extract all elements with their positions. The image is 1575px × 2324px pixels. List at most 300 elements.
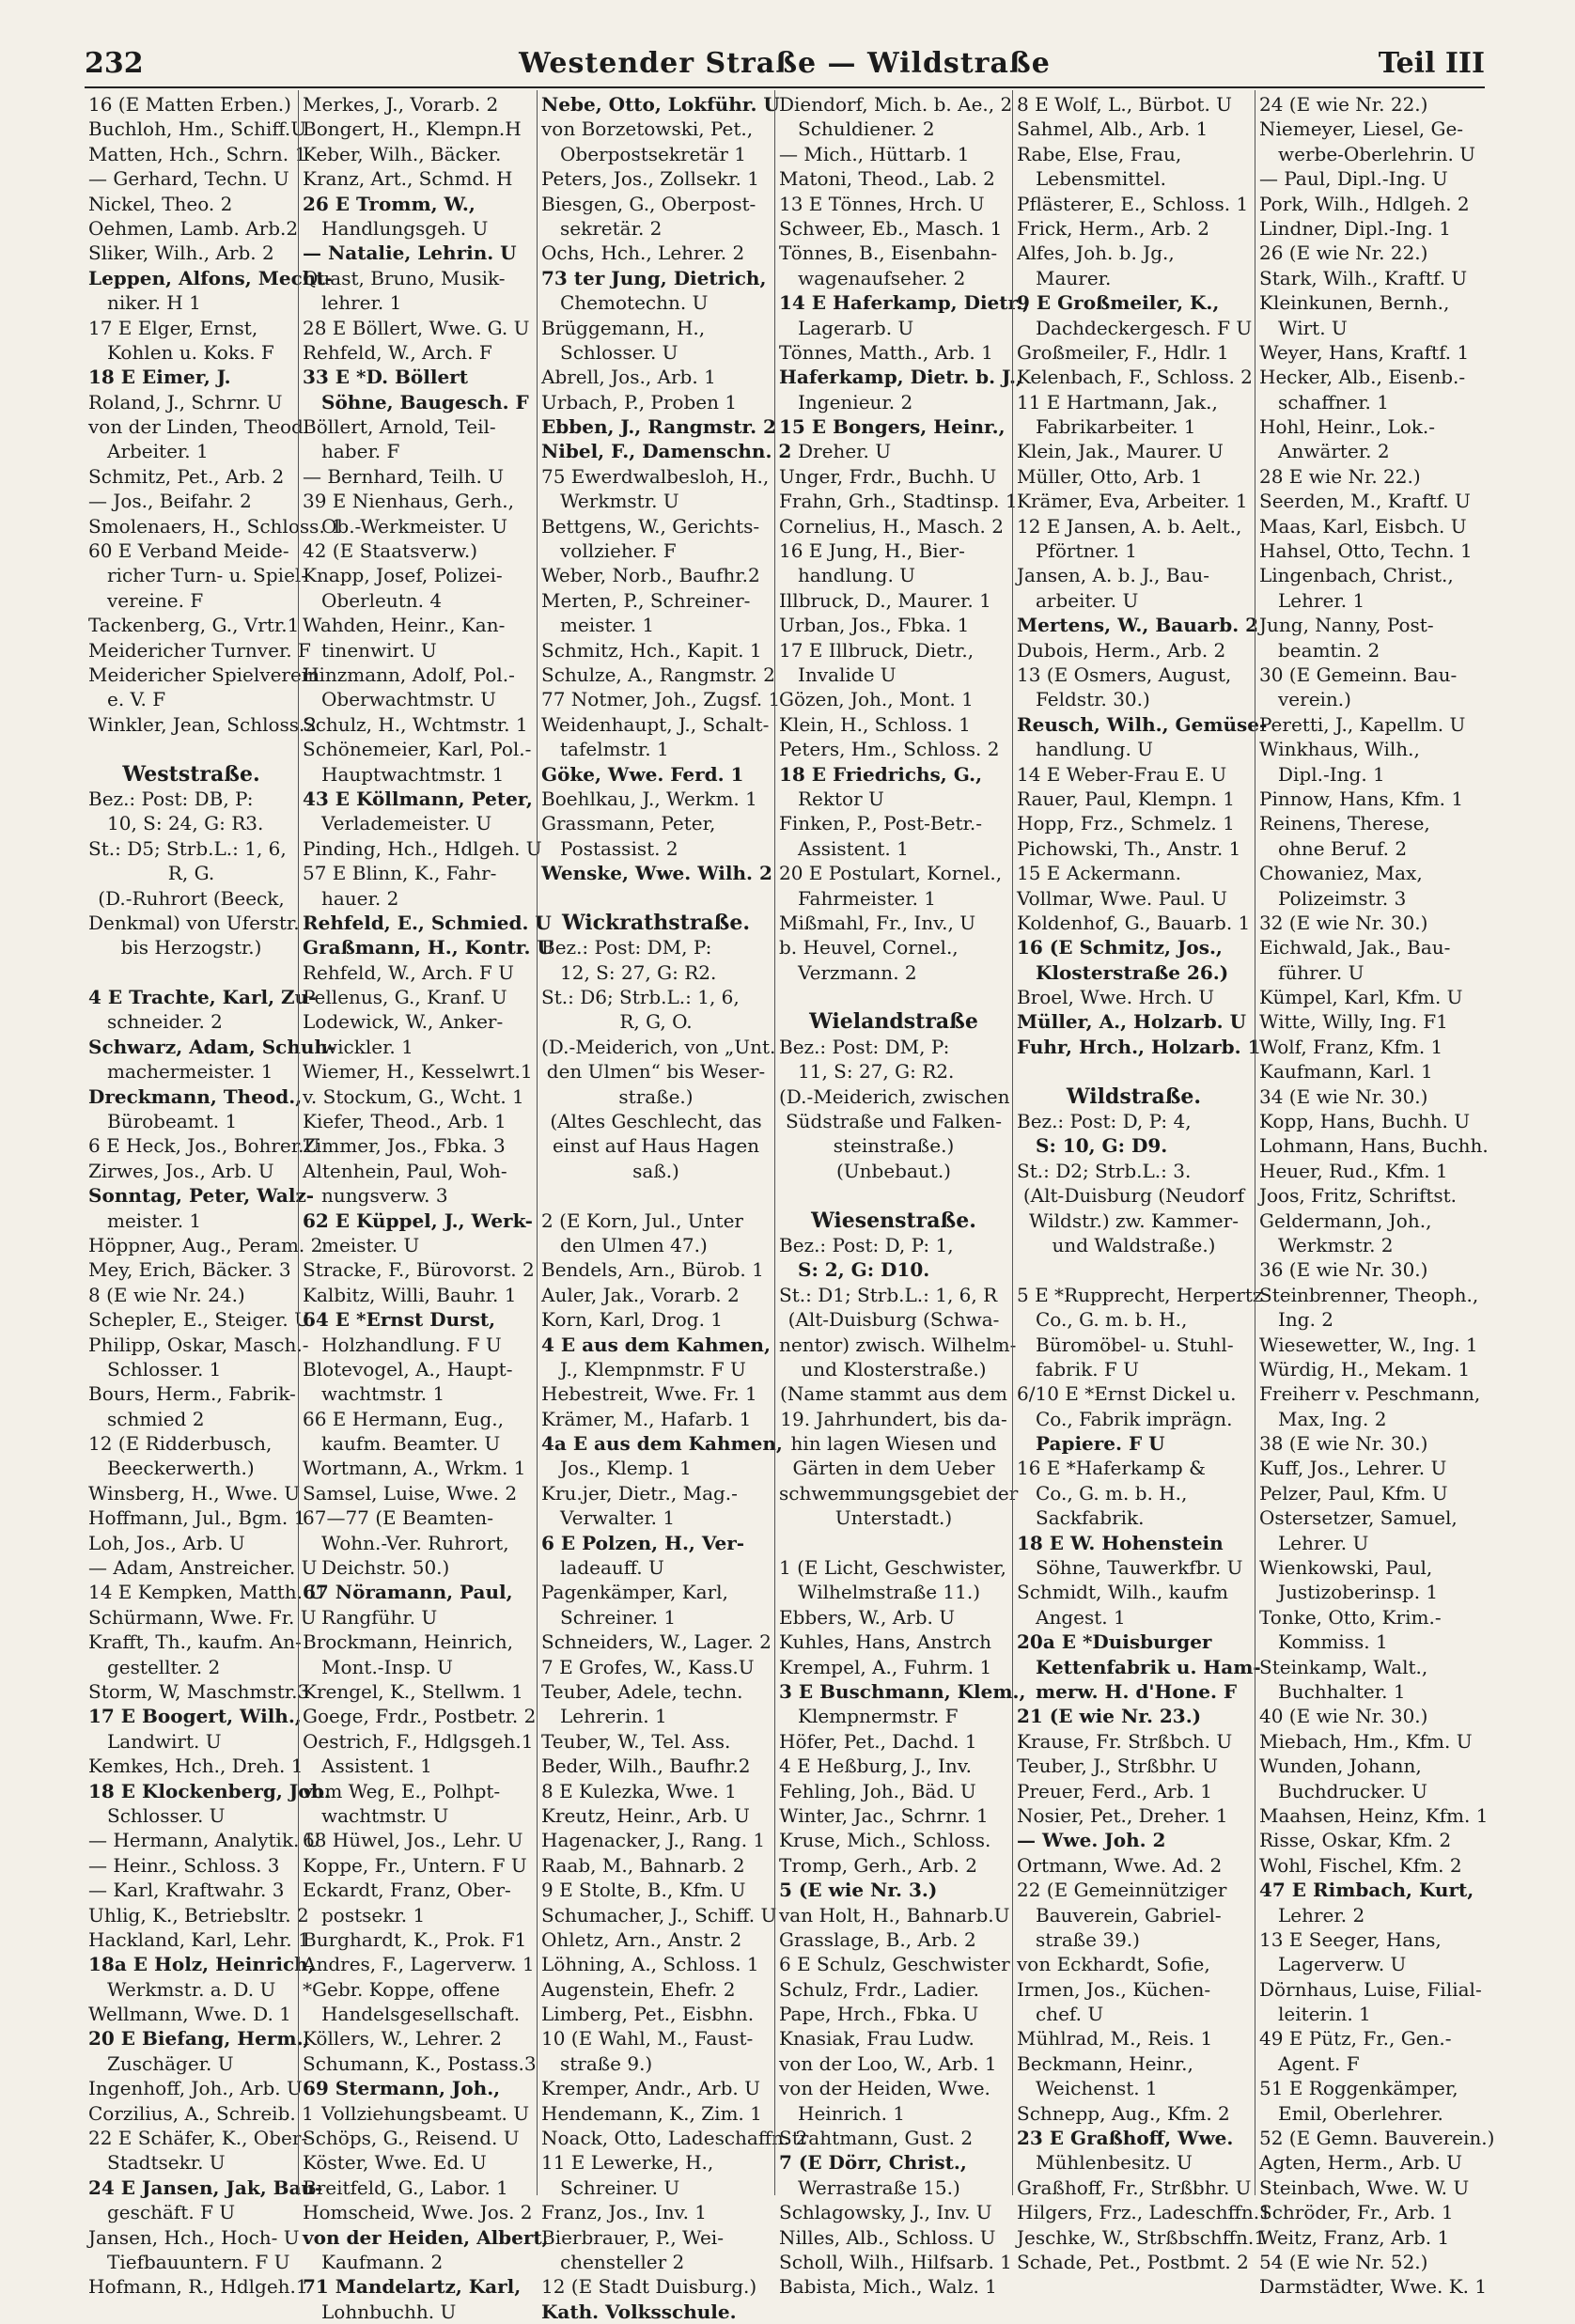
directory-entry: schmied 2 [107, 1407, 205, 1430]
directory-entry: Hebestreit, Wwe. Fr. 1 [541, 1382, 757, 1406]
directory-entry: Stark, Wilh., Kraftf. U [1259, 266, 1468, 289]
directory-entry: Risse, Oskar, Kfm. 2 [1259, 1829, 1452, 1852]
directory-entry: 4a E aus dem Kahmen, [541, 1432, 783, 1456]
directory-entry: von der Heiden, Wwe. [779, 2077, 990, 2100]
directory-entry: Mey, Erich, Bäcker. 3 [88, 1258, 291, 1282]
directory-entry: handlung. U [1036, 738, 1154, 761]
directory-entry: Pork, Wilh., Hdlgeh. 2 [1259, 192, 1470, 215]
directory-entry: Unger, Frdr., Buchh. U [779, 464, 997, 488]
directory-entry: verein.) [1278, 688, 1351, 711]
directory-entry: Schlosser. 1 [107, 1357, 222, 1380]
directory-entry: Fabrikarbeiter. 1 [1036, 415, 1196, 439]
directory-entry: Schlosser. U [107, 1803, 226, 1827]
directory-entry: Merten, P., Schreiner- [541, 588, 751, 612]
directory-entry: Bierbrauer, P., Wei- [541, 2225, 724, 2249]
directory-entry: Steinkamp, Walt., [1259, 1655, 1428, 1678]
directory-entry: Lehrer. 1 [1278, 588, 1365, 612]
column-5 [1012, 90, 1271, 2273]
directory-entry: 39 E Nienhaus, Gerh., [303, 490, 515, 513]
directory-entry: Nibel, F., Damenschn. 2 [541, 440, 792, 463]
directory-entry: Wolf, Franz, Kfm. 1 [1259, 1035, 1443, 1058]
directory-entry: 42 (E Staatsverw.) [303, 539, 478, 563]
directory-entry: Alfes, Joh. b. Jg., [1017, 242, 1175, 265]
directory-entry: Burghardt, K., Prok. F1 [303, 1927, 527, 1951]
directory-entry: 40 (E wie Nr. 30.) [1259, 1705, 1428, 1728]
directory-entry: Ebben, J., Rangmstr. 2 [541, 415, 776, 439]
directory-entry: Kalbitz, Willi, Bauhr. 1 [303, 1283, 517, 1306]
directory-entry: Würdig, H., Mekam. 1 [1259, 1357, 1471, 1380]
directory-entry: Schlagowsky, J., Inv. U [779, 2201, 992, 2224]
directory-entry: 9 E Stolte, B., Kfm. U [541, 1879, 746, 1902]
directory-entry: S: 2, G: D10. [798, 1258, 930, 1282]
directory-entry: Lohmann, Hans, Buchh. [1259, 1134, 1489, 1158]
directory-entry: Dipl.-Ing. 1 [1278, 762, 1385, 786]
directory-entry: 6 E Polzen, H., Ver- [541, 1531, 745, 1554]
directory-entry: 6/10 E *Ernst Dickel u. [1017, 1382, 1237, 1406]
directory-entry: Kaufmann, Karl. 1 [1259, 1060, 1433, 1084]
directory-entry: Fahrmeister. 1 [798, 886, 937, 910]
directory-entry: Kettenfabrik u. Ham- [1036, 1655, 1261, 1678]
directory-entry: Kelenbach, F., Schloss. 2 [1017, 366, 1253, 389]
directory-entry: Lagerverw. U [1278, 1953, 1407, 1976]
directory-entry: Rektor U [798, 787, 884, 810]
directory-entry: Vollmar, Wwe. Paul. U [1017, 886, 1227, 910]
directory-entry: Dubois, Herm., Arb. 2 [1017, 638, 1226, 662]
directory-entry: Werkmstr. 2 [1278, 1233, 1394, 1256]
directory-entry: Kümpel, Karl, Kfm. U [1259, 986, 1463, 1009]
spacer [88, 737, 294, 761]
directory-entry: Oestrich, F., Hdlgsgeh.1 [303, 1729, 534, 1753]
directory-entry: straße.) [618, 1084, 694, 1108]
directory-entry: Schumann, K., Postass.3 [303, 2051, 537, 2075]
directory-entry: Müller, Otto, Arb. 1 [1017, 464, 1203, 488]
directory-entry: Verlademeister. U [321, 812, 492, 835]
directory-entry: Werkmstr. U [560, 490, 679, 513]
directory-entry: Mertens, W., Bauarb. 2 [1017, 614, 1259, 637]
directory-entry: Hackland, Karl, Lehr. 1 [88, 1927, 310, 1951]
directory-entry: Schmitz, Pet., Arb. 2 [88, 464, 285, 488]
directory-entry: Verwalter. 1 [560, 1506, 676, 1530]
directory-entry: Chowaniez, Max, [1259, 862, 1423, 885]
directory-entry: von der Heiden, Albert, [303, 2225, 549, 2249]
directory-entry: Ingenieur. 2 [798, 390, 913, 413]
directory-entry: Emil, Oberlehrer. [1278, 2101, 1443, 2125]
spacer [779, 1183, 1008, 1208]
directory-entry: 16 (E Matten Erben.) [88, 93, 291, 116]
directory-entry: 18a E Holz, Heinrich, [88, 1953, 315, 1976]
directory-entry: Eichwald, Jak., Bau- [1259, 936, 1451, 959]
directory-entry: Oehmen, Lamb. Arb.2 [88, 216, 299, 240]
directory-entry: führer. U [1278, 960, 1364, 984]
directory-entry: 16 E Jung, H., Bier- [779, 539, 965, 563]
directory-entry: Großmeiler, F., Hdlr. 1 [1017, 340, 1229, 364]
directory-entry: Schumacher, J., Schiff. U [541, 1903, 777, 1926]
directory-entry: Nickel, Theo. 2 [88, 192, 233, 215]
directory-entry: Hecker, Alb., Eisenb.- [1259, 366, 1466, 389]
street-heading: Weststraße. [122, 761, 260, 787]
directory-entry: (Name stammt aus dem [780, 1382, 1007, 1406]
directory-entry: steinstraße.) [833, 1134, 955, 1158]
directory-entry: Lagerarb. U [798, 316, 914, 339]
directory-entry: Ingenhoff, Joh., Arb. U [88, 2077, 303, 2100]
directory-entry: — Natalie, Lehrin. U [303, 242, 517, 265]
directory-entry: Pflästerer, E., Schloss. 1 [1017, 192, 1249, 215]
directory-entry: Frick, Herm., Arb. 2 [1017, 216, 1209, 240]
directory-entry: Meidericher Spielverein [88, 663, 320, 686]
directory-entry: Blotevogel, A., Haupt- [303, 1357, 513, 1380]
directory-entry: Krempel, A., Fuhrm. 1 [779, 1655, 992, 1678]
directory-entry: Agent. F [1278, 2051, 1360, 2075]
directory-entry: 16 (E Schmitz, Jos., [1017, 936, 1223, 959]
directory-entry: Böllert, Arnold, Teil- [303, 415, 496, 439]
directory-entry: Matoni, Theod., Lab. 2 [779, 167, 995, 191]
directory-entry: Peters, Jos., Zollsekr. 1 [541, 167, 759, 191]
directory-entry: Pichowski, Th., Anstr. 1 [1017, 836, 1241, 860]
directory-entry: Darmstädter, Wwe. K. 1 [1259, 2275, 1488, 2299]
directory-entry: Urbach, P., Proben 1 [541, 390, 738, 413]
directory-entry: Andres, F., Lagerverw. 1 [303, 1953, 535, 1976]
directory-entry: Lebensmittel. [1036, 167, 1166, 191]
directory-entry: chef. U [1036, 2003, 1104, 2026]
directory-entry: Seerden, M., Kraftf. U [1259, 490, 1471, 513]
directory-entry: Schneiders, W., Lager. 2 [541, 1630, 772, 1654]
directory-entry: Koldenhof, G., Bauarb. 1 [1017, 911, 1251, 934]
directory-entry: Mühlrad, M., Reis. 1 [1017, 2027, 1213, 2051]
directory-entry: 12 (E Stadt Duisburg.) [541, 2275, 757, 2299]
directory-entry: Handlungsgeh. U [321, 216, 489, 240]
directory-entry: 14 E Kempken, Matth. U [88, 1581, 325, 1604]
directory-entry: Tonke, Otto, Krim.- [1259, 1605, 1442, 1629]
directory-entry: Invalide U [798, 663, 897, 686]
directory-entry: von Eckhardt, Sofie, [1017, 1953, 1210, 1976]
directory-entry: vereine. F [107, 588, 204, 612]
directory-entry: Tromp, Gerh., Arb. 2 [779, 1853, 977, 1877]
directory-entry: Bauverein, Gabriel- [1036, 1903, 1222, 1926]
directory-entry: Philipp, Oskar, Masch.- [88, 1333, 309, 1356]
directory-entry: Bez.: Post: D, P: 1, [779, 1233, 954, 1256]
directory-entry: Weyer, Hans, Kraftf. 1 [1259, 340, 1470, 364]
directory-entry: 60 E Verband Meide- [88, 539, 289, 563]
directory-entry: Ortmann, Wwe. Ad. 2 [1017, 1853, 1223, 1877]
directory-entry: Klein, Jak., Maurer. U [1017, 440, 1224, 463]
directory-entry: Dreher. U [798, 440, 892, 463]
directory-entry: Agten, Herm., Arb. U [1259, 2151, 1462, 2175]
directory-entry: Urban, Jos., Fbka. 1 [779, 614, 970, 637]
directory-entry: von der Linden, Theod. [88, 415, 310, 439]
directory-entry: 20 E Biefang, Herm., [88, 2027, 310, 2051]
directory-entry: Brockmann, Heinrich, [303, 1630, 513, 1654]
spacer [1017, 1059, 1251, 1084]
directory-entry: Fuhr, Hrch., Holzarb. 1 [1017, 1035, 1261, 1058]
directory-entry: Holzhandlung. F U [321, 1333, 502, 1356]
directory-entry: — Bernhard, Teilh. U [303, 464, 505, 488]
directory-entry: Diendorf, Mich. b. Ae., 2 [779, 93, 1013, 116]
directory-entry: Winkhaus, Wilh., [1259, 738, 1420, 761]
directory-entry: 69 Stermann, Joh., [303, 2077, 501, 2100]
directory-entry: Winsberg, H., Wwe. U [88, 1481, 301, 1505]
directory-entry: Feldstr. 30.) [1036, 688, 1150, 711]
directory-entry: den Ulmen“ bis Weser- [546, 1060, 766, 1084]
directory-entry: Dreckmann, Theod., [88, 1084, 303, 1108]
directory-entry: Klosterstraße 26.) [1036, 960, 1229, 984]
column-1 [85, 90, 343, 2299]
directory-entry: Schürmann, Wwe. Fr. U [88, 1605, 317, 1629]
directory-entry: Rangführ. U [321, 1605, 438, 1629]
directory-entry: Uhlig, K., Betriebsltr. 2 [88, 1903, 309, 1926]
directory-entry: Kohlen u. Koks. F [107, 340, 274, 364]
directory-entry: Zimmer, Jos., Fbka. 3 [303, 1134, 506, 1158]
directory-entry: 8 E Wolf, L., Bürbot. U [1017, 93, 1233, 116]
directory-entry: Raab, M., Bahnarb. 2 [541, 1853, 745, 1877]
directory-entry: Zuschäger. U [107, 2051, 234, 2075]
directory-entry: 24 E Jansen, Jak, Bau- [88, 2176, 323, 2199]
directory-entry: — Heinr., Schloss. 3 [88, 1853, 280, 1877]
directory-entry: Buchdrucker. U [1278, 1779, 1427, 1802]
directory-entry: Anwärter. 2 [1278, 440, 1390, 463]
directory-entry: 57 E Blinn, K., Fahr- [303, 862, 497, 885]
directory-entry: Pagenkämper, Karl, [541, 1581, 728, 1604]
directory-entry: Wahden, Heinr., Kan- [303, 614, 506, 637]
directory-entry: Göke, Wwe. Ferd. 1 [541, 762, 744, 786]
directory-entry: St.: D6; Strb.L.: 1, 6, [541, 986, 740, 1009]
column-6 [1255, 90, 1495, 2299]
directory-entry: Buchhalter. 1 [1278, 1680, 1406, 1703]
directory-entry: 66 E Hermann, Eug., [303, 1407, 504, 1430]
directory-entry: meister. 1 [560, 614, 655, 637]
directory-entry: Hinzmann, Adolf, Pol.- [303, 663, 515, 686]
directory-entry: Limberg, Pet., Eisbhn. [541, 2003, 755, 2026]
directory-entry: wachtmstr. 1 [321, 1382, 445, 1406]
directory-entry: Lehrerin. 1 [560, 1705, 667, 1728]
directory-entry: Kruse, Mich., Schloss. [779, 1829, 991, 1852]
directory-entry: Roland, J., Schrnr. U [88, 390, 283, 413]
page-title: Westender Straße — Wildstraße [519, 47, 1051, 80]
directory-entry: Köster, Wwe. Ed. U [303, 2151, 487, 2175]
directory-entry: Kru.jer, Dietr., Mag.- [541, 1481, 738, 1505]
directory-entry: 33 E *D. Böllert [303, 366, 468, 389]
directory-entry: saß.) [632, 1159, 679, 1182]
directory-entry: Eckardt, Franz, Ober- [303, 1879, 511, 1902]
directory-entry: Jos., Klemp. 1 [560, 1457, 692, 1480]
directory-entry: Graßhoff, Fr., Strßbhr. U [1017, 2176, 1252, 2199]
directory-entry: Deichstr. 50.) [321, 1556, 450, 1580]
directory-entry: Hilgers, Frz., Ladeschffn.1 [1017, 2201, 1271, 2224]
directory-entry: Bez.: Post: D, P: 4, [1017, 1110, 1192, 1133]
directory-entry: Assistent. 1 [321, 1755, 432, 1778]
directory-entry: Schreiner. U [560, 2176, 680, 2199]
directory-entry: 24 (E wie Nr. 22.) [1259, 93, 1428, 116]
directory-entry: Handelsgesellschaft. [321, 2003, 521, 2026]
directory-entry: (D.-Ruhrort (Beeck, [98, 886, 285, 910]
directory-entry: Werkmstr. a. D. U [107, 1977, 276, 2001]
directory-entry: Pinnow, Hans, Kfm. 1 [1259, 787, 1464, 810]
directory-entry: b. Heuvel, Cornel., [779, 936, 959, 959]
directory-entry: 20a E *Duisburger [1017, 1630, 1212, 1654]
directory-entry: Irmen, Jos., Küchen- [1017, 1977, 1211, 2001]
directory-entry: R, G, O. [619, 1010, 693, 1034]
directory-entry: 71 Mandelartz, Karl, [303, 2275, 522, 2299]
directory-entry: Ob.-Werkmeister. U [321, 514, 507, 538]
directory-entry: Wellmann, Wwe. D. 1 [88, 2003, 291, 2026]
directory-entry: Schmitz, Hch., Kapit. 1 [541, 638, 762, 662]
directory-entry: Bettgens, W., Gerichts- [541, 514, 760, 538]
directory-entry: Kranz, Art., Schmd. H [303, 167, 513, 191]
directory-entry: Klein, H., Schloss. 1 [779, 712, 971, 736]
directory-entry: Krause, Fr. Strßbch. U [1017, 1729, 1233, 1753]
directory-entry: Geldermann, Joh., [1259, 1209, 1432, 1232]
directory-entry: Heuer, Rud., Kfm. 1 [1259, 1159, 1448, 1182]
directory-entry: St.: D5; Strb.L.: 1, 6, [88, 836, 287, 860]
directory-entry: Justizoberinsp. 1 [1278, 1581, 1439, 1604]
directory-entry: Niemeyer, Liesel, Ge- [1259, 117, 1464, 141]
directory-entry: 13 (E Osmers, August, [1017, 663, 1232, 686]
directory-entry: Keber, Wilh., Bäcker. [303, 142, 502, 165]
directory-entry: Nosier, Pet., Dreher. 1 [1017, 1803, 1228, 1827]
directory-entry: Breitfeld, G., Labor. 1 [303, 2176, 508, 2199]
directory-entry: 20 E Postulart, Kornel., [779, 862, 1003, 885]
directory-entry: Beckmann, Heinr., [1017, 2051, 1193, 2075]
directory-entry: 18 E Eimer, J. [88, 366, 231, 389]
directory-entry: 6 E Heck, Jos., Bohrer.U [88, 1134, 320, 1158]
directory-entry: 5 E *Rupprecht, Herpertz [1017, 1283, 1263, 1306]
directory-entry: wachtmstr. U [321, 1803, 449, 1827]
directory-entry: Storm, W, Maschmstr.3 [88, 1680, 310, 1703]
directory-entry: 11 E Hartmann, Jak., [1017, 390, 1218, 413]
directory-entry: meister. 1 [107, 1209, 202, 1232]
directory-entry: 17 E Elger, Ernst, [88, 316, 258, 339]
directory-entry: e. V. F [107, 688, 166, 711]
directory-entry: Merkes, J., Vorarb. 2 [303, 93, 499, 116]
directory-entry: Max, Ing. 2 [1278, 1407, 1387, 1430]
directory-entry: 52 (E Gemn. Bauverein.) [1259, 2127, 1495, 2150]
directory-entry: Kuff, Jos., Lehrer. U [1259, 1457, 1447, 1480]
directory-entry: 4 E Trachte, Karl, Zu- [88, 986, 317, 1009]
directory-entry: Leppen, Alfons, Mecht- [88, 266, 333, 289]
directory-entry: bis Herzogstr.) [120, 936, 262, 959]
directory-entry: 54 (E wie Nr. 52.) [1259, 2250, 1428, 2273]
directory-entry: 11, S: 27, G: R2. [798, 1060, 955, 1084]
directory-entry: Matten, Hch., Schrn. 1 [88, 142, 307, 165]
directory-entry: Wortmann, A., Wrkm. 1 [303, 1457, 526, 1480]
directory-entry: Jansen, Hch., Hoch- U [88, 2225, 300, 2249]
directory-entry: arbeiter. U [1036, 588, 1139, 612]
directory-entry: Gärten in dem Ueber [792, 1457, 995, 1480]
directory-entry: Schepler, E., Steiger. U [88, 1308, 310, 1332]
directory-entry: Mißmahl, Fr., Inv., U [779, 911, 976, 934]
directory-entry: Dachdeckergesch. F U [1036, 316, 1253, 339]
directory-entry: 12, S: 27, G: R2. [560, 960, 717, 984]
directory-entry: Höfer, Pet., Dachd. 1 [779, 1729, 977, 1753]
directory-entry: — Hermann, Analytik. U [88, 1829, 321, 1852]
directory-entry: Lingenbach, Christ., [1259, 564, 1454, 587]
directory-entry: Wilhelmstraße 11.) [798, 1581, 981, 1604]
directory-entry: 18 E Klockenberg, Joh. [88, 1779, 332, 1802]
directory-entry: hin lagen Wiesen und [790, 1432, 997, 1456]
directory-entry: Schweer, Eb., Masch. 1 [779, 216, 1003, 240]
directory-entry: sekretär. 2 [560, 216, 663, 240]
directory-entry: Lehrer. 2 [1278, 1903, 1365, 1926]
directory-entry: Teuber, J., Strßbhr. U [1017, 1755, 1219, 1778]
directory-entry: Wohl, Fischel, Kfm. 2 [1259, 1853, 1462, 1877]
directory-entry: Grassmann, Peter, [541, 812, 716, 835]
directory-entry: Peretti, J., Kapellm. U [1259, 712, 1466, 736]
directory-entry: Cornelius, H., Masch. 2 [779, 514, 1004, 538]
directory-entry: 18 E W. Hohenstein [1017, 1531, 1224, 1554]
directory-entry: 12 E Jansen, A. b. Aelt., [1017, 514, 1242, 538]
directory-entry: Beeckerwerth.) [107, 1457, 255, 1480]
directory-entry: Ohletz, Arn., Anstr. 2 [541, 1927, 742, 1951]
directory-entry: Graßmann, H., Kontr. U [303, 936, 554, 959]
directory-entry: 16 E *Haferkamp & [1017, 1457, 1206, 1480]
directory-entry: Wildstr.) zw. Kammer- [1029, 1209, 1239, 1232]
directory-entry: Wienkowski, Paul, [1259, 1556, 1433, 1580]
street-heading: Wildstraße. [1066, 1084, 1202, 1109]
directory-entry: Sonntag, Peter, Walz- [88, 1184, 315, 1208]
directory-entry: Arbeiter. 1 [107, 440, 209, 463]
directory-entry: 38 (E wie Nr. 30.) [1259, 1432, 1428, 1456]
directory-entry: Joos, Fritz, Schriftst. [1259, 1184, 1458, 1208]
directory-entry: Illbruck, D., Maurer. 1 [779, 588, 991, 612]
directory-entry: 10, S: 24, G: R3. [107, 812, 264, 835]
directory-entry: Steinbach, Wwe. W. U [1259, 2176, 1470, 2199]
directory-entry: Rauer, Paul, Klempn. 1 [1017, 787, 1235, 810]
directory-entry: — Adam, Anstreicher. U [88, 1556, 318, 1580]
directory-entry: Assistent. 1 [798, 836, 909, 860]
directory-entry: Tiefbauuntern. F U [107, 2250, 290, 2273]
directory-entry: 1 (E Licht, Geschwister, [779, 1556, 1006, 1580]
directory-entry: Reinens, Therese, [1259, 812, 1430, 835]
directory-entry: 2 (E Korn, Jul., Unter [541, 1209, 743, 1232]
directory-entry: Oberwachtmstr. U [321, 688, 496, 711]
directory-entry: (Unbebaut.) [836, 1159, 951, 1182]
directory-entry: merw. H. d'Hone. F [1036, 1680, 1238, 1703]
directory-entry: Söhne, Tauwerkfbr. U [1036, 1556, 1243, 1580]
directory-entry: Löhning, A., Schloss. 1 [541, 1953, 759, 1976]
directory-entry: fabrik. F U [1036, 1357, 1140, 1380]
directory-entry: 13 E Seeger, Hans, [1259, 1927, 1442, 1951]
directory-entry: 17 E Boogert, Wilh., [88, 1705, 302, 1728]
directory-entry: schneider. 2 [107, 1010, 223, 1034]
directory-entry: 19. Jahrhundert, bis da- [780, 1407, 1007, 1430]
directory-entry: Goege, Frdr., Postbetr. 2 [303, 1705, 537, 1728]
directory-entry: Weichenst. 1 [1036, 2077, 1158, 2100]
directory-entry: Schulz, H., Wchtmstr. 1 [303, 712, 528, 736]
directory-entry: Pellenus, G., Kranf. U [303, 986, 507, 1009]
directory-entry: v. Stockum, G., Wcht. 1 [303, 1084, 524, 1108]
directory-entry: Buchloh, Hm., Schiff.U [88, 117, 307, 141]
directory-entry: gestellter. 2 [107, 1655, 221, 1678]
directory-entry: 11 E Lewerke, H., [541, 2151, 714, 2175]
directory-entry: — Paul, Dipl.-Ing. U [1259, 167, 1448, 191]
directory-entry: 23 E Graßhoff, Wwe. [1017, 2127, 1234, 2150]
directory-entry: und Klosterstraße.) [801, 1357, 987, 1380]
directory-entry: 8 E Kulezka, Wwe. 1 [541, 1779, 737, 1802]
directory-entry: 67 Nöramann, Paul, [303, 1581, 513, 1604]
directory-entry: St.: D1; Strb.L.: 1, 6, R [779, 1283, 998, 1306]
directory-entry: Lehrer. U [1278, 1531, 1369, 1554]
volume-part: Teil III [1378, 47, 1485, 80]
directory-entry: Maurer. [1036, 266, 1112, 289]
directory-entry: leiterin. 1 [1278, 2003, 1371, 2026]
directory-entry: Schönemeier, Karl, Pol.- [303, 738, 532, 761]
directory-entry: Winkler, Jean, Schloss.2 [88, 712, 318, 736]
directory-entry: niker. H 1 [107, 291, 201, 315]
directory-entry: 22 E Schäfer, K., Ober- [88, 2127, 308, 2150]
directory-entry: — Gerhard, Techn. U [88, 167, 289, 191]
directory-entry: Ebbers, W., Arb. U [779, 1605, 956, 1629]
page-number: 232 [85, 47, 144, 80]
directory-entry: Fehling, Joh., Bäd. U [779, 1779, 976, 1802]
